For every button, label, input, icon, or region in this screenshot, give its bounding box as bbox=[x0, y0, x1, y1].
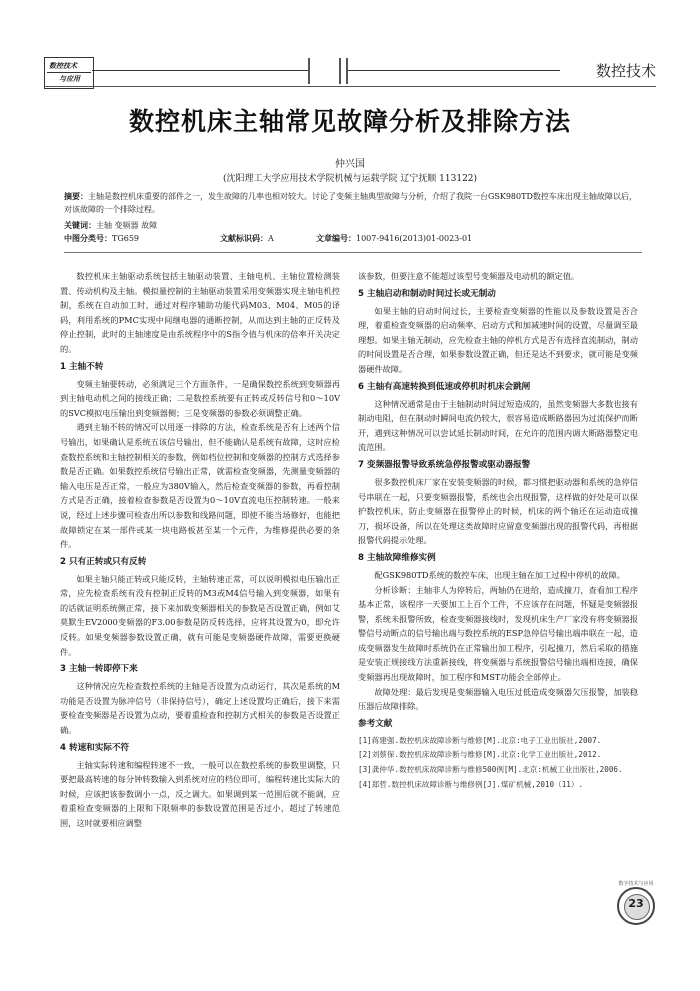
section-heading: 4 转速和实际不符 bbox=[60, 742, 130, 753]
abstract-text: 主轴是数控机床重要的部件之一，发生故障的几率也相对较大。讨论了变频主轴典型故障与分析，介绍了我院一台GSK980TD数控车床出现主轴故障以后，对该故障的一个排除过程。 bbox=[64, 192, 637, 214]
page-number-badge bbox=[617, 881, 655, 925]
right-column bbox=[358, 269, 638, 792]
keywords-label: 关键词： bbox=[64, 221, 96, 230]
logo-line-1: 数控技术 bbox=[49, 61, 77, 70]
section-heading: 1 主轴不转 bbox=[60, 361, 104, 372]
doc-code-value: A bbox=[268, 234, 274, 243]
header-bar bbox=[346, 58, 348, 84]
doc-code bbox=[220, 232, 274, 245]
paragraph: 这种情况应先检查数控系统的主轴是否设置为点动运行，其次是系统的M功能是否设置为脉冲信号（非保持信号），确定上述设置均正确后，接下来需要检查变频器是否设置为点动，要着重检查和控制方式相关的参数是否设置正确。 bbox=[60, 681, 340, 736]
author: 仲兴国 bbox=[335, 159, 365, 170]
abstract bbox=[64, 190, 642, 216]
paragraph: 变频主轴要转动，必须满足三个方面条件，一是确保数控系统到变频器再到主轴电动机之间的接线正确；二是数控系统要有正转或反转信号和0～10V的SVC模拟电压输出到变频器侧；三是变频器的参数必须调整正确。 bbox=[60, 378, 340, 418]
keywords-text: 主轴 变频器 故障 bbox=[96, 221, 158, 230]
reference-item: [2]刘蔡保.数控机床故障诊断与维修[M].北京:化学工业出版社,2012. bbox=[358, 750, 602, 760]
paragraph: 故障处理：最后发现是变频器输入电压过低造成变频器欠压报警，加装稳压器后故障排除。 bbox=[358, 686, 638, 712]
paragraph-continued: 该参数，但要注意不能超过该型号变频器及电动机的额定值。 bbox=[358, 271, 580, 281]
journal-logo bbox=[44, 57, 94, 89]
paragraph: 主轴实际转速和编程转速不一致，一般可以在数控系统的参数里调整，只要把最高转速的每分钟转数输入到系统对应的档位即可，编程转速比实际大的时候，应该把该参数调小一点，反之调大。如果调到某一范围后就不能调，应着重检查变频器的上限和下限频率的参数设置范围是否过小，超过了转速范围，这时就要相应调整 bbox=[60, 759, 340, 828]
paragraph: 很多数控机床厂家在安装变频器的时候，都习惯把驱动器和系统的急停信号串联在一起，只要变频器报警，系统也会出现报警，这样做的好处是可以保护数控机床，防止变频器在报警停止的时候，机床的两个轴还在运动造成撞刀，损坏设备，所以在处理这类故障时应留意变频器出现的报警代码，再根据报警代码提示处理。 bbox=[358, 476, 638, 546]
logo-line-2: 与应用 bbox=[59, 74, 80, 83]
affiliation: (沈阳理工大学应用技术学院机械与运载学院 辽宁抚顺 113122) bbox=[222, 174, 478, 184]
paragraph: 这种情况通常是由于主轴制动时间过短造成的，虽然变频器大多数也接有制动电阻，但在制动时瞬间电流仍较大，很容易造成断路器因为过流保护而断开，遇到这种情况可以尝试延长制动时间，在允许的范围内调大断路器整定电流范围。 bbox=[358, 398, 638, 453]
clc-label: 中图分类号： bbox=[64, 234, 112, 243]
article-number-label: 文章编号： bbox=[316, 234, 356, 243]
intro-paragraph: 数控机床主轴驱动系统包括主轴驱动装置、主轴电机、主轴位置检测装置、传动机构及主轴。模拟量控制的主轴驱动装置采用变频器实现主轴电机控制，系统在自动加工时，通过对程序辅助功能代码M03、M04、M05的译码，利用系统的PMC实现中间继电器的通断控制，从而达到主轴的正反转及停止控制，此时的主轴速度是由系统程序中的S指令值与机床的倍率开关决定的。 bbox=[60, 271, 340, 354]
reference-item: [1]蒋建强.数控机床故障诊断与维修[M].北京:电子工业出版社,2007. bbox=[358, 735, 602, 745]
clc bbox=[64, 232, 139, 245]
header-bar bbox=[339, 58, 341, 84]
keywords bbox=[64, 219, 642, 232]
reference-item: [4]郑哲.数控机床故障诊断与维修例[J].煤矿机械,2010（11）. bbox=[358, 779, 584, 789]
paragraph: 遇到主轴不转的情况可以用逐一排除的方法，检查系统是否有上述两个信号输出，如果确认是系统五该信号输出，但不能确认是系统有故障，这时应检查数控系统和主轴控制相关的参数，例如档位控制和变频器的控制方式选择参数是否正确。如果数控系统信号输出正常，就需检查变频器，先测量变频器的输入电压是否正常，一般应为380V输入，然后检查变频器的参数，再看控制方式是否正确，接着检查参数是否设置为0～10V直流电压控制转速。一般来说，经过上述步骤可检查出所以参数和线路问题，即使不能当场修好，也能把故障锁定在某一部件或某一块电路板甚至某一个元件，为维修提供必要的条件。 bbox=[60, 422, 340, 550]
logo-divider bbox=[47, 72, 91, 73]
references-heading: 参考文献 bbox=[358, 718, 393, 729]
header-underline bbox=[44, 86, 656, 87]
paragraph: 配GSK980TD系统的数控车床，出现主轴在加工过程中停机的故障。 bbox=[374, 569, 625, 580]
section-heading: 7 变频器报警导致系统急停报警或驱动器报警 bbox=[358, 459, 531, 470]
header-rule-left bbox=[92, 70, 308, 71]
page-number: 23 bbox=[628, 897, 644, 910]
clc-value: TG659 bbox=[112, 234, 139, 243]
section-title: 数控技术 bbox=[595, 62, 656, 80]
section-heading: 6 主轴有高速转换到低速或停机时机床会跳闸 bbox=[358, 381, 531, 392]
meta-divider bbox=[64, 252, 642, 253]
article-number-value: 1007-9416(2013)01-0023-01 bbox=[356, 234, 473, 243]
paragraph: 分析诊断：主轴非人为停转后，两轴仍在进给，造成撞刀，查看加工程序基本正常，该程序一天要加工上百个工件，不应该存在问题，怀疑是变频器报警，系统未报警所致，检查变频器接线时，发现机床生产厂家没有将变频器报警信号动断点的信号输出端与数控系统的ESP急停信号输出端串联在一起，造成变频器发生故障时系统仍在正常输出加工程序，引起撞刀，然后采取的措施是安装正规接线方法重新接线，将变频器与系统报警信号输出端相连接，确保变频器再出现故障时，加工程序和MST功能会全部停止。 bbox=[358, 584, 638, 683]
section-heading: 2 只有正转或只有反转 bbox=[60, 556, 147, 567]
header-rule-right bbox=[348, 70, 560, 71]
section-heading: 5 主轴启动和制动时间过长或无制动 bbox=[358, 288, 496, 299]
section-heading: 8 主轴故障维修实例 bbox=[358, 552, 436, 563]
abstract-label: 摘要： bbox=[64, 192, 88, 201]
reference-item: [3]龚仲华.数控机床故障诊断与维修500例[M].北京:机械工业出版社,2006. bbox=[358, 765, 623, 775]
doc-code-label: 文献标识码： bbox=[220, 234, 268, 243]
left-column bbox=[60, 269, 340, 831]
badge-text: 数字技术与应用 bbox=[618, 881, 654, 887]
paragraph: 如果主轴只能正转或只能反转，主轴转速正常，可以说明模拟电压输出正常，应先检查系统有没有控制正反转的M3或M4信号输入到变频器，如果有的话就证明系统侧正常，接下来加载变频器相关的参数是否设置正确，例如艾莫默生EV2000变频器的F3.00参数是防反转选择，应将其设置为0，即允许反转。如果变频器参数设置正确，就有可能是变频器硬件故障，需要更换硬件。 bbox=[60, 573, 340, 657]
paragraph: 如果主轴的启动时间过长，主要检查变频器的性能以及参数设置是否合理，着重检查变频器的启动频率、启动方式和加减速时间的设置，尽量调至最理想。如果主轴无制动，应先检查主轴的停机方式是否有选择直流制动，制动的时间设置是否合理，如果参数设置正确，但还是达不到要求，就可能是变频器硬件故障。 bbox=[358, 305, 638, 374]
header-bar bbox=[308, 58, 310, 84]
section-heading: 3 主轴一转即停下来 bbox=[60, 664, 138, 675]
article-title: 数控机床主轴常见故障分析及排除方法 bbox=[128, 107, 571, 136]
article-number bbox=[316, 232, 472, 245]
